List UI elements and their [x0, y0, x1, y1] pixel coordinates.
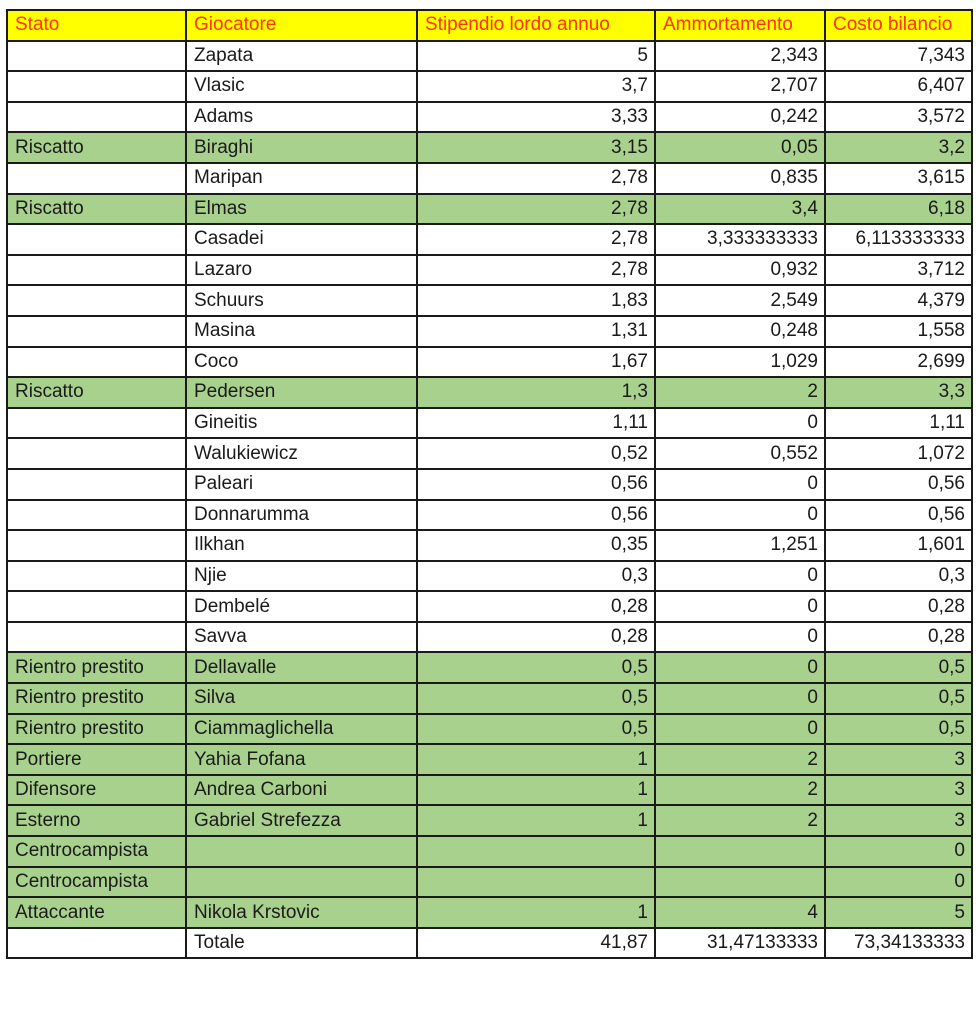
cell-stipendio[interactable]: 41,87	[417, 928, 655, 959]
cell-ammortamento[interactable]: 0	[655, 408, 825, 439]
cell-stipendio[interactable]: 0,28	[417, 591, 655, 622]
table-row	[7, 316, 972, 347]
cell-costo[interactable]: 5	[825, 897, 972, 928]
cell-ammortamento[interactable]: 0	[655, 469, 825, 500]
spreadsheet-table	[6, 9, 973, 959]
table-row	[7, 255, 972, 286]
cell-costo[interactable]: 0,28	[825, 591, 972, 622]
cell-giocatore[interactable]: Donnarumma	[186, 500, 417, 531]
cell-costo[interactable]: 4,379	[825, 285, 972, 316]
cell-stato[interactable]: Riscatto	[7, 194, 186, 225]
cell-costo[interactable]: 6,18	[825, 194, 972, 225]
cell-stipendio[interactable]: 1	[417, 775, 655, 806]
header-stipendio[interactable]: Stipendio lordo annuo	[417, 10, 655, 41]
table-row	[7, 71, 972, 102]
cell-costo[interactable]: 3,3	[825, 377, 972, 408]
table-row	[7, 347, 972, 378]
cell-costo[interactable]: 1,072	[825, 438, 972, 469]
cell-stipendio[interactable]: 0,52	[417, 438, 655, 469]
cell-giocatore[interactable]: Silva	[186, 683, 417, 714]
cell-ammortamento[interactable]: 0,242	[655, 102, 825, 133]
cell-ammortamento[interactable]: 3,4	[655, 194, 825, 225]
cell-giocatore[interactable]: Paleari	[186, 469, 417, 500]
cell-costo[interactable]: 0	[825, 867, 972, 898]
cell-costo[interactable]: 0,56	[825, 500, 972, 531]
cell-giocatore[interactable]: Ciammaglichella	[186, 714, 417, 745]
cell-stipendio[interactable]: 0,56	[417, 500, 655, 531]
cell-costo[interactable]: 1,11	[825, 408, 972, 439]
cell-stato[interactable]: Difensore	[7, 775, 186, 806]
cell-stato[interactable]: Riscatto	[7, 377, 186, 408]
cell-stipendio[interactable]	[417, 867, 655, 898]
cell-stipendio[interactable]: 1,83	[417, 285, 655, 316]
cell-costo[interactable]: 0,5	[825, 683, 972, 714]
cell-stato[interactable]	[7, 928, 186, 959]
cell-stato[interactable]	[7, 469, 186, 500]
cell-stato[interactable]	[7, 102, 186, 133]
cell-giocatore[interactable]: Lazaro	[186, 255, 417, 286]
cell-stato[interactable]: Esterno	[7, 805, 186, 836]
cell-costo[interactable]: 0,28	[825, 622, 972, 653]
table-row	[7, 622, 972, 653]
cell-stipendio[interactable]: 2,78	[417, 194, 655, 225]
cell-costo[interactable]: 3	[825, 775, 972, 806]
cell-ammortamento[interactable]: 0,05	[655, 132, 825, 163]
cell-giocatore[interactable]: Elmas	[186, 194, 417, 225]
table-row	[7, 224, 972, 255]
cell-giocatore[interactable]: Njie	[186, 561, 417, 592]
cell-giocatore[interactable]: Ilkhan	[186, 530, 417, 561]
cell-giocatore[interactable]: Savva	[186, 622, 417, 653]
cell-stipendio[interactable]: 0,5	[417, 652, 655, 683]
cell-costo[interactable]: 3,2	[825, 132, 972, 163]
cell-giocatore[interactable]: Zapata	[186, 41, 417, 72]
cell-costo[interactable]: 7,343	[825, 41, 972, 72]
cell-ammortamento[interactable]: 31,47133333	[655, 928, 825, 959]
cell-stato[interactable]	[7, 71, 186, 102]
cell-giocatore[interactable]: Nikola Krstovic	[186, 897, 417, 928]
cell-stipendio[interactable]: 1	[417, 805, 655, 836]
cell-stipendio[interactable]: 0,35	[417, 530, 655, 561]
table-row	[7, 438, 972, 469]
cell-ammortamento[interactable]: 3,333333333	[655, 224, 825, 255]
cell-stipendio[interactable]: 3,33	[417, 102, 655, 133]
cell-ammortamento[interactable]: 4	[655, 897, 825, 928]
cell-stipendio[interactable]: 0,28	[417, 622, 655, 653]
cell-ammortamento[interactable]: 0	[655, 591, 825, 622]
table-row	[7, 897, 972, 928]
table-row	[7, 714, 972, 745]
cell-stato[interactable]: Portiere	[7, 744, 186, 775]
cell-stipendio[interactable]: 5	[417, 41, 655, 72]
cell-giocatore[interactable]: Gabriel Strefezza	[186, 805, 417, 836]
cell-ammortamento[interactable]: 2	[655, 775, 825, 806]
cell-giocatore[interactable]: Dellavalle	[186, 652, 417, 683]
table-row	[7, 102, 972, 133]
table-row	[7, 683, 972, 714]
table-row	[7, 561, 972, 592]
cell-costo[interactable]: 0,56	[825, 469, 972, 500]
header-costo[interactable]: Costo bilancio	[825, 10, 972, 41]
cell-stato[interactable]: Rientro prestito	[7, 683, 186, 714]
cell-stipendio[interactable]: 1,67	[417, 347, 655, 378]
cell-stato[interactable]	[7, 530, 186, 561]
table-row	[7, 744, 972, 775]
cell-giocatore[interactable]: Casadei	[186, 224, 417, 255]
cell-ammortamento[interactable]	[655, 867, 825, 898]
cell-stato[interactable]	[7, 561, 186, 592]
cell-giocatore[interactable]: Gineitis	[186, 408, 417, 439]
table-row	[7, 194, 972, 225]
header-row	[7, 10, 972, 41]
header-giocatore[interactable]: Giocatore	[186, 10, 417, 41]
cell-stato[interactable]	[7, 408, 186, 439]
table-row	[7, 652, 972, 683]
cell-stato[interactable]	[7, 347, 186, 378]
table-row	[7, 132, 972, 163]
table-row	[7, 469, 972, 500]
cell-stipendio[interactable]: 0,5	[417, 714, 655, 745]
cell-costo[interactable]: 3,615	[825, 163, 972, 194]
cell-giocatore[interactable]: Biraghi	[186, 132, 417, 163]
cell-ammortamento[interactable]: 0	[655, 561, 825, 592]
cell-costo[interactable]: 0,3	[825, 561, 972, 592]
cell-stipendio[interactable]: 1	[417, 744, 655, 775]
cell-stipendio[interactable]: 2,78	[417, 255, 655, 286]
cell-stato[interactable]: Rientro prestito	[7, 714, 186, 745]
cell-ammortamento[interactable]: 0	[655, 500, 825, 531]
cell-stato[interactable]	[7, 438, 186, 469]
cell-stato[interactable]	[7, 41, 186, 72]
cell-stipendio[interactable]: 0,3	[417, 561, 655, 592]
cell-costo[interactable]: 73,34133333	[825, 928, 972, 959]
cell-stato[interactable]	[7, 591, 186, 622]
cell-costo[interactable]: 6,113333333	[825, 224, 972, 255]
table-row	[7, 408, 972, 439]
cell-costo[interactable]: 0,5	[825, 652, 972, 683]
cell-costo[interactable]: 1,558	[825, 316, 972, 347]
cell-ammortamento[interactable]: 0	[655, 683, 825, 714]
cell-costo[interactable]: 3	[825, 744, 972, 775]
table-row	[7, 805, 972, 836]
cell-stato[interactable]	[7, 316, 186, 347]
cell-stato[interactable]: Attaccante	[7, 897, 186, 928]
cell-ammortamento[interactable]: 0	[655, 622, 825, 653]
cell-costo[interactable]: 3	[825, 805, 972, 836]
cell-giocatore[interactable]: Coco	[186, 347, 417, 378]
cell-giocatore[interactable]: Pedersen	[186, 377, 417, 408]
cell-giocatore[interactable]: Andrea Carboni	[186, 775, 417, 806]
cell-ammortamento[interactable]: 2,707	[655, 71, 825, 102]
cell-costo[interactable]: 3,572	[825, 102, 972, 133]
cell-costo[interactable]: 0	[825, 836, 972, 867]
cell-stipendio[interactable]	[417, 836, 655, 867]
total-row	[7, 928, 972, 959]
table-row	[7, 591, 972, 622]
cell-ammortamento[interactable]: 0,248	[655, 316, 825, 347]
cell-ammortamento[interactable]: 0	[655, 652, 825, 683]
cell-ammortamento[interactable]: 1,029	[655, 347, 825, 378]
header-ammortamento[interactable]: Ammortamento	[655, 10, 825, 41]
cell-ammortamento[interactable]: 0,835	[655, 163, 825, 194]
cell-costo[interactable]: 3,712	[825, 255, 972, 286]
cell-giocatore[interactable]: Maripan	[186, 163, 417, 194]
cell-ammortamento[interactable]	[655, 836, 825, 867]
cell-stato[interactable]: Centrocampista	[7, 836, 186, 867]
cell-stipendio[interactable]: 2,78	[417, 224, 655, 255]
cell-giocatore[interactable]	[186, 836, 417, 867]
cell-giocatore[interactable]: Walukiewicz	[186, 438, 417, 469]
table-row	[7, 163, 972, 194]
cell-giocatore[interactable]: Totale	[186, 928, 417, 959]
cell-stipendio[interactable]: 2,78	[417, 163, 655, 194]
cell-ammortamento[interactable]: 0,552	[655, 438, 825, 469]
header-stato[interactable]: Stato	[7, 10, 186, 41]
cell-stato[interactable]	[7, 622, 186, 653]
cell-ammortamento[interactable]: 2	[655, 377, 825, 408]
table-row	[7, 775, 972, 806]
cell-stato[interactable]	[7, 285, 186, 316]
cell-stato[interactable]: Centrocampista	[7, 867, 186, 898]
cell-stato[interactable]	[7, 163, 186, 194]
cell-stipendio[interactable]: 1	[417, 897, 655, 928]
cell-giocatore[interactable]: Masina	[186, 316, 417, 347]
cell-stipendio[interactable]: 1,3	[417, 377, 655, 408]
cell-stipendio[interactable]: 3,15	[417, 132, 655, 163]
table-row	[7, 836, 972, 867]
table-row	[7, 41, 972, 72]
table-row	[7, 377, 972, 408]
cell-stato[interactable]	[7, 500, 186, 531]
table-row	[7, 285, 972, 316]
cell-stipendio[interactable]: 3,7	[417, 71, 655, 102]
cell-stipendio[interactable]: 1,11	[417, 408, 655, 439]
cell-costo[interactable]: 1,601	[825, 530, 972, 561]
cell-ammortamento[interactable]: 1,251	[655, 530, 825, 561]
cell-stipendio[interactable]: 1,31	[417, 316, 655, 347]
cell-giocatore[interactable]: Adams	[186, 102, 417, 133]
cell-costo[interactable]: 6,407	[825, 71, 972, 102]
cell-ammortamento[interactable]: 2	[655, 744, 825, 775]
cell-giocatore[interactable]: Schuurs	[186, 285, 417, 316]
cell-giocatore[interactable]: Dembelé	[186, 591, 417, 622]
cell-stipendio[interactable]: 0,5	[417, 683, 655, 714]
cell-stipendio[interactable]: 0,56	[417, 469, 655, 500]
cell-costo[interactable]: 2,699	[825, 347, 972, 378]
table-body	[7, 41, 972, 959]
cell-stato[interactable]: Riscatto	[7, 132, 186, 163]
cell-stato[interactable]: Rientro prestito	[7, 652, 186, 683]
cell-ammortamento[interactable]: 2	[655, 805, 825, 836]
cell-giocatore[interactable]: Vlasic	[186, 71, 417, 102]
table-row	[7, 500, 972, 531]
cell-ammortamento[interactable]: 2,549	[655, 285, 825, 316]
cell-giocatore[interactable]: Yahia Fofana	[186, 744, 417, 775]
cell-stato[interactable]	[7, 255, 186, 286]
cell-giocatore[interactable]	[186, 867, 417, 898]
cell-stato[interactable]	[7, 224, 186, 255]
table-row	[7, 867, 972, 898]
cell-ammortamento[interactable]: 0,932	[655, 255, 825, 286]
cell-ammortamento[interactable]: 2,343	[655, 41, 825, 72]
table-row	[7, 530, 972, 561]
cell-costo[interactable]: 0,5	[825, 714, 972, 745]
cell-ammortamento[interactable]: 0	[655, 714, 825, 745]
